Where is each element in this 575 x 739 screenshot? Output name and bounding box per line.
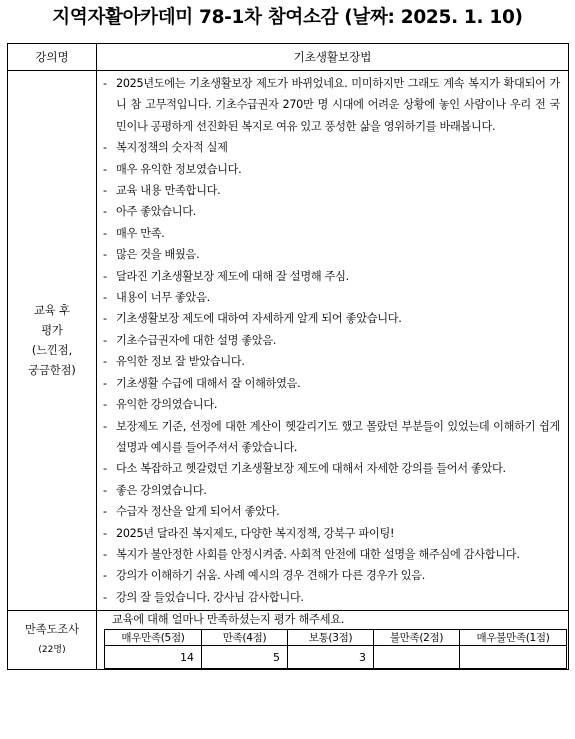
feedback-text: 매우 만족. — [116, 226, 165, 240]
feedback-item — [103, 137, 560, 158]
satisfaction-table — [104, 629, 567, 669]
reflection-table — [7, 43, 569, 670]
feedback-text: 복지가 불안정한 사회를 안정시켜줌. 사회적 안전에 대한 설명을 해주심에 감사합니다. — [116, 547, 520, 561]
bullet-dash: - — [103, 590, 107, 604]
bullet-dash: - — [103, 184, 107, 198]
bullet-dash: - — [103, 333, 107, 347]
feedback-item — [103, 266, 560, 287]
feedback-text: 많은 것을 배웠음. — [116, 248, 200, 262]
bullet-dash: - — [103, 483, 107, 497]
feedback-text: 기초생활보장 제도에 대하여 자세하게 알게 되어 좋았습니다. — [116, 312, 402, 326]
bullet-dash: - — [103, 569, 107, 583]
satisfaction-value: 3 — [288, 646, 374, 669]
evaluation-label-line: 궁금한점) — [28, 363, 76, 377]
feedback-item — [103, 480, 560, 501]
bullet-dash: - — [103, 547, 107, 561]
bullet-dash: - — [103, 291, 107, 305]
bullet-dash: - — [103, 526, 107, 540]
feedback-item — [103, 180, 560, 201]
feedback-text: 기초수급권자에 대한 설명 좋았음. — [116, 333, 277, 347]
feedback-item — [103, 223, 560, 244]
bullet-dash: - — [103, 312, 107, 326]
feedback-item — [103, 287, 560, 308]
feedback-text: 매우 유익한 정보였습니다. — [116, 162, 242, 176]
satisfaction-row — [8, 611, 569, 670]
satisfaction-question: 교육에 대해 얼마나 만족하셨는지 평가 해주세요. — [112, 613, 345, 627]
feedback-text: 강의 잘 들었습니다. 강사님 감사합니다. — [116, 590, 304, 604]
feedback-text: 유익한 정보 잘 받았습니다. — [116, 355, 245, 369]
evaluation-label — [8, 71, 97, 611]
feedback-text: 2025년도에는 기초생활보장 제도가 바뀌었네요. 미미하지만 그래도 계속 복지가 확대되어 가니 참 고무적입니다. 기초수급권자 270만 명 시대에 어려운 상황에 놓인 사람이나 우리 전 국민이나 공평하게 선진화된 복지로 여유 있고 풍성한 삶을 영위하기를 바래봅니다. — [116, 77, 560, 133]
feedback-item — [103, 501, 560, 522]
feedback-item — [103, 373, 560, 394]
satisfaction-header: 매우불만족(1점) — [460, 630, 567, 646]
bullet-dash: - — [103, 398, 107, 412]
satisfaction-value — [460, 646, 567, 669]
evaluation-label-line: 평가 — [41, 323, 63, 337]
respondent-count: (22명) — [38, 645, 66, 656]
feedback-item — [103, 394, 560, 415]
feedback-item — [103, 308, 560, 329]
bullet-dash: - — [103, 162, 107, 176]
feedback-text: 좋은 강의였습니다. — [116, 483, 207, 497]
satisfaction-value: 5 — [202, 646, 288, 669]
header-row — [8, 44, 569, 71]
feedback-text: 보장제도 기준, 선정에 대한 계산이 헷갈리기도 했고 몰랐던 부분들이 있었는데 이해하기 쉽게 설명과 예시를 들어주셔서 좋았습니다. — [116, 419, 560, 454]
feedback-text: 강의가 이해하기 쉬움. 사례 예시의 경우 견해가 다른 경우가 있음. — [116, 569, 426, 583]
bullet-dash: - — [103, 141, 107, 155]
satisfaction-value: 14 — [105, 646, 202, 669]
feedback-item — [103, 159, 560, 180]
feedback-item — [103, 330, 560, 351]
feedback-list — [103, 73, 560, 608]
satisfaction-header: 매우만족(5점) — [105, 630, 202, 646]
bullet-dash: - — [103, 462, 107, 476]
satisfaction-label — [8, 611, 97, 670]
feedback-item — [103, 73, 560, 137]
feedback-item — [103, 458, 560, 479]
evaluation-label-line: (느낀점, — [31, 343, 73, 357]
lecture-name-label: 강의명 — [8, 44, 97, 71]
bullet-dash: - — [103, 248, 107, 262]
satisfaction-value — [374, 646, 460, 669]
feedback-text: 내용이 너무 좋았음. — [116, 291, 210, 305]
feedback-text: 달라진 기초생활보장 제도에 대해 잘 설명해 주심. — [116, 269, 349, 283]
page-title: 지역자활아카데미 78-1차 참여소감 (날짜: 2025. 1. 10) — [52, 7, 523, 28]
bullet-dash: - — [103, 77, 107, 90]
bullet-dash: - — [103, 419, 107, 433]
feedback-item — [103, 523, 560, 544]
bullet-dash: - — [103, 205, 107, 219]
bullet-dash: - — [103, 376, 107, 390]
satisfaction-header: 보통(3점) — [288, 630, 374, 646]
feedback-text: 아주 좋았습니다. — [116, 205, 197, 219]
feedback-item — [103, 416, 560, 459]
satisfaction-header-row — [105, 630, 567, 646]
bullet-dash: - — [103, 226, 107, 240]
evaluation-row — [8, 71, 569, 611]
feedback-text: 2025년 달라진 복지제도, 다양한 복지정책, 강북구 파이팅! — [116, 526, 395, 540]
satisfaction-header: 불만족(2점) — [374, 630, 460, 646]
feedback-item — [103, 201, 560, 222]
satisfaction-header: 만족(4점) — [202, 630, 288, 646]
lecture-name-value: 기초생활보장법 — [97, 44, 569, 71]
evaluation-label-line: 교육 후 — [34, 303, 70, 317]
bullet-dash: - — [103, 355, 107, 369]
feedback-text: 다소 복잡하고 헷갈렸던 기초생활보장 제도에 대해서 자세한 강의를 들어서 좋았다. — [116, 462, 506, 476]
feedback-item — [103, 565, 560, 586]
feedback-item — [103, 587, 560, 608]
feedback-text: 수급자 정산을 알게 되어서 좋았다. — [116, 505, 280, 519]
feedback-text: 유익한 강의였습니다. — [116, 398, 218, 412]
feedback-text: 복지정책의 숫자적 실제 — [116, 141, 228, 155]
bullet-dash: - — [103, 505, 107, 519]
satisfaction-value-row — [105, 646, 567, 669]
evaluation-body — [97, 71, 569, 611]
feedback-item — [103, 544, 560, 565]
feedback-text: 기초생활 수급에 대해서 잘 이해하였음. — [116, 376, 301, 390]
feedback-item — [103, 244, 560, 265]
satisfaction-label-text: 만족도조사 — [24, 623, 80, 637]
feedback-item — [103, 351, 560, 372]
bullet-dash: - — [103, 269, 107, 283]
feedback-text: 교육 내용 만족합니다. — [116, 184, 221, 198]
satisfaction-body — [97, 611, 569, 670]
